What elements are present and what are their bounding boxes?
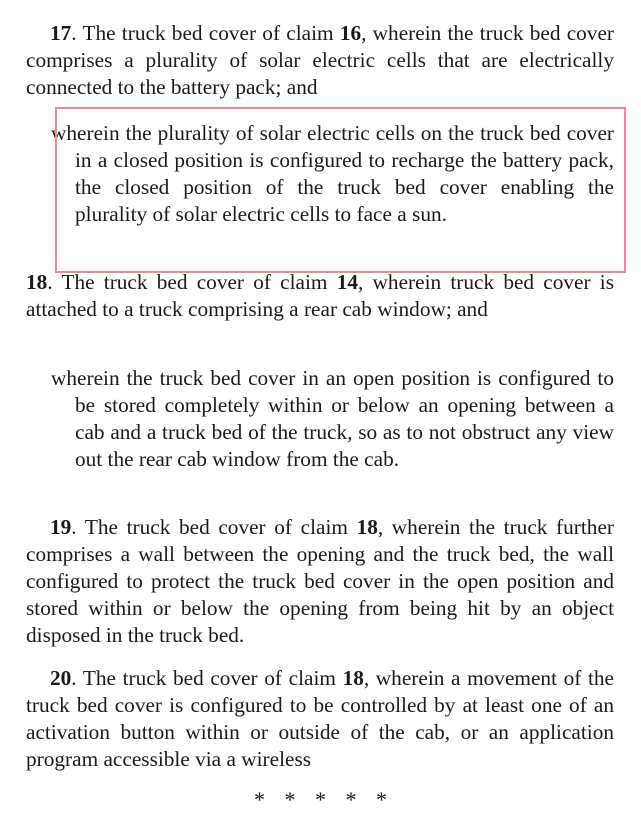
claim-18 [26, 269, 614, 323]
claim-17-text-a: . The truck bed cover of claim [71, 21, 340, 45]
claim-17-ref: 16 [339, 21, 362, 45]
claim-19-number: 19 [50, 515, 72, 539]
claim-18-subclause: wherein the truck bed cover in an open position is configured to be stored completely within or below an opening between a cab and a truck bed of the truck, so as to not obstruct any view out the rear cab window from the cab. [51, 366, 614, 471]
claim-20-text-b: , wherein a movement of the truck bed cover is configured to be controlled by at least one of an activation button within or outside of the cab, or an application program accessible via a wireless [26, 666, 614, 771]
claim-17 [26, 20, 614, 101]
claim-20-text-a: . The truck bed cover of claim [71, 666, 343, 690]
claim-19 [26, 514, 614, 649]
claim-17-subclause: wherein the plurality of solar electric cells on the truck bed cover in a closed position is configured to recharge the battery pack, the closed position of the truck bed cover enabling the plurality of solar electric cells to face a sun. [51, 121, 614, 226]
claim-20-ref: 18 [342, 666, 364, 690]
claim-17-text-b: , wherein the truck bed cover comprises a plurality of solar electric cells that are electrically connected to the battery pack; and [26, 21, 614, 99]
claim-18-text-b: , wherein truck bed cover is attached to a truck comprising a rear cab window; and [26, 270, 614, 321]
end-marker: * * * * * [254, 787, 387, 812]
claim-19-text-a: . The truck bed cover of claim [71, 515, 357, 539]
claim-20 [26, 665, 614, 773]
claim-17-number: 17 [50, 21, 72, 45]
claim-18-ref: 14 [336, 270, 358, 294]
claim-19-ref: 18 [356, 515, 378, 539]
claim-18-text-a: . The truck bed cover of claim [47, 270, 337, 294]
claim-18-number: 18 [26, 270, 48, 294]
claim-19-text-b: , wherein the truck further comprises a wall between the opening and the truck bed, the wall configured to protect the truck bed cover in the open position and stored within or below the opening from being hit by an object disposed in the truck bed. [26, 515, 614, 647]
claim-20-number: 20 [50, 666, 72, 690]
